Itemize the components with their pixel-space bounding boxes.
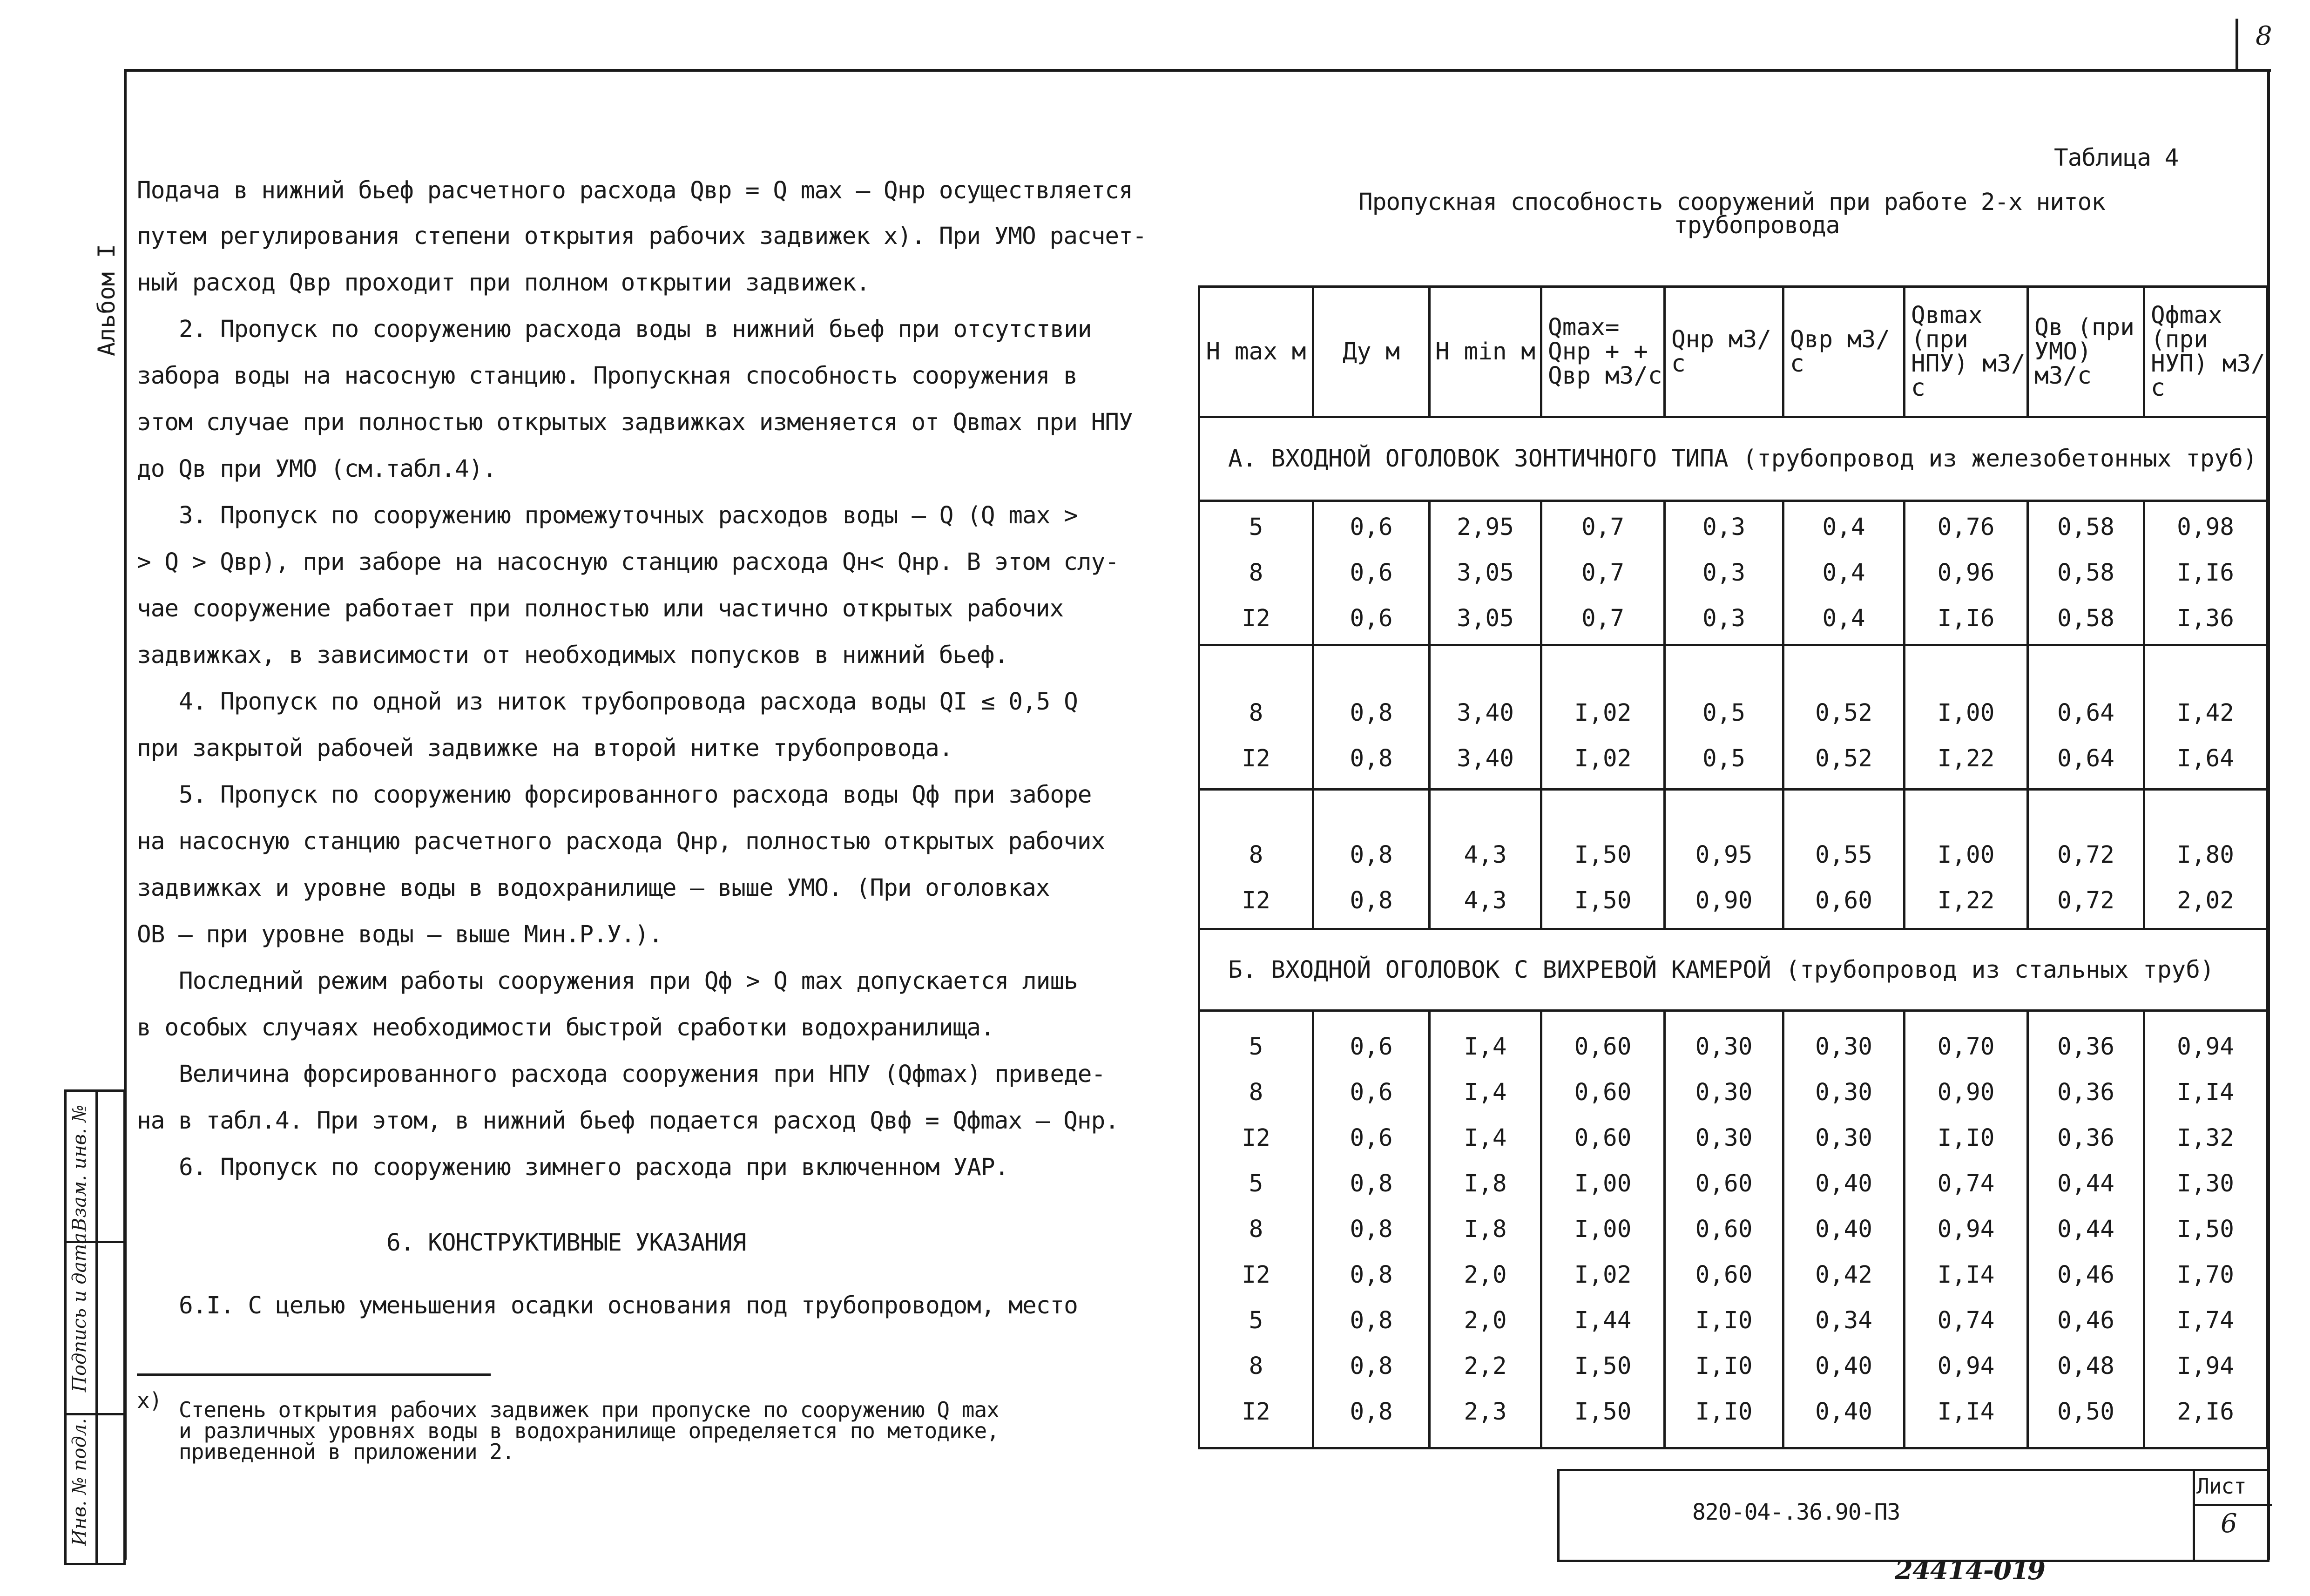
table-cell-value: 0,30: [1815, 1124, 1872, 1152]
title-block: [1557, 1469, 2269, 1562]
table-cell-value: 0,90: [1695, 886, 1753, 914]
table-column-cell: [2144, 1011, 2267, 1448]
table-cell-value: 8: [1249, 1078, 1263, 1106]
table-cell-value: 0,60: [1815, 886, 1872, 914]
body-line: 2. Пропуск по сооружению расхода воды в нижний бьеф при отсутствии: [179, 316, 1092, 343]
table-cell-value: 0,72: [2057, 886, 2114, 914]
table-title: трубопровода: [1674, 212, 1840, 239]
archive-number: 24414-01: [1895, 1555, 2029, 1586]
table-cell-value: 0,58: [2057, 604, 2114, 632]
table-cell-value: I,02: [1574, 699, 1632, 727]
body-line: 6. Пропуск по сооружению зимнего расхода при включенном УАР.: [179, 1154, 1009, 1181]
table-cell-value: 0,4: [1822, 513, 1865, 541]
table-cell-value: 0,58: [2057, 559, 2114, 587]
table-column-cell: [1541, 1011, 1665, 1448]
table-cell-value: 5: [1249, 1170, 1263, 1197]
table-cell-value: 0,48: [2057, 1352, 2114, 1380]
table-column-cell: [1430, 501, 1541, 645]
group-a1: [1199, 501, 2267, 645]
table-cell-value: 3,05: [1457, 604, 1514, 632]
table-cell-value: I,64: [2177, 744, 2234, 772]
section-a-title: А. ВХОДНОЙ ОГОЛОВОК ЗОНТИЧНОГО ТИПА (трубопровод из железобетонных труб): [1199, 417, 2267, 501]
table-cell-value: 0,34: [1815, 1306, 1872, 1334]
table-cell-value: 0,6: [1350, 1078, 1393, 1106]
table-cell-value: 0,8: [1350, 1352, 1393, 1380]
body-line: 3. Пропуск по сооружению промежуточных расходов воды – Q (Q max >: [179, 502, 1078, 529]
footnote-line: Степень открытия рабочих задвижек при пропуске по сооружению Q max: [179, 1397, 999, 1422]
table-cell-value: 8: [1249, 559, 1263, 587]
table-cell-value: 5: [1249, 1306, 1263, 1334]
body-line: в особых случаях необходимости быстрой сработки водохранилища.: [137, 1014, 994, 1041]
table-cell-value: I,I4: [1937, 1261, 1995, 1289]
column-header: Qфmax (при НУП) м3/с: [2144, 287, 2267, 417]
column-header: Qнр м3/с: [1665, 287, 1783, 417]
table-column-cell: [1430, 645, 1541, 790]
body-line: Подача в нижний бьеф расчетного расхода Qвр = Q max – Qнр осуществляется: [137, 177, 1133, 204]
table-cell-value: I,8: [1464, 1170, 1507, 1197]
table-cell-value: 0,44: [2057, 1215, 2114, 1243]
table-cell-value: 0,8: [1350, 1215, 1393, 1243]
table-cell-value: 3,40: [1457, 699, 1514, 727]
table-column-cell: [1905, 501, 2028, 645]
body-line: 6.I. С целью уменьшения осадки основания под трубопроводом, место: [179, 1292, 1078, 1319]
table-cell-value: 3,40: [1457, 744, 1514, 772]
table-cell-value: 0,74: [1937, 1306, 1995, 1334]
body-line: на в табл.4. При этом, в нижний бьеф подается расход Qвф = Qфmax – Qнр.: [137, 1107, 1119, 1135]
table-cell-value: 0,74: [1937, 1170, 1995, 1197]
table-column-cell: [1313, 501, 1430, 645]
table-cell-value: 0,8: [1350, 1306, 1393, 1334]
table-column-cell: [1430, 790, 1541, 929]
table-column-cell: [1783, 645, 1905, 790]
table-column-cell: [1313, 645, 1430, 790]
table-cell-value: 0,55: [1815, 841, 1872, 869]
table-cell-value: 0,96: [1937, 559, 1995, 587]
body-line: путем регулирования степени открытия рабочих задвижек x). При УМО расчет-: [137, 223, 1147, 250]
table-cell-value: 8: [1249, 1215, 1263, 1243]
archive-page: 9: [2027, 1555, 2045, 1586]
table-cell-value: I,00: [1937, 841, 1995, 869]
table-cell-value: I2: [1242, 604, 1270, 632]
footnote-rule: [137, 1373, 491, 1376]
table-cell-value: 0,6: [1350, 1033, 1393, 1061]
group-a3: [1199, 790, 2267, 929]
table-column-cell: [1313, 790, 1430, 929]
table-cell-value: 0,30: [1815, 1078, 1872, 1106]
table-cell-value: I,94: [2177, 1352, 2234, 1380]
table-cell-value: I,I6: [1937, 604, 1995, 632]
table-cell-value: I2: [1242, 1261, 1270, 1289]
table-title: Пропускная способность сооружений при работе 2-х ниток: [1358, 189, 2106, 216]
table-cell-value: 0,90: [1937, 1078, 1995, 1106]
table-cell-value: I,30: [2177, 1170, 2234, 1197]
table-cell-value: 0,40: [1815, 1170, 1872, 1197]
body-line: при закрытой рабочей задвижке на второй нитке трубопровода.: [137, 735, 953, 762]
table-cell-value: 2,2: [1464, 1352, 1507, 1380]
table-cell-value: 0,30: [1695, 1033, 1753, 1061]
table-column-cell: [1783, 1011, 1905, 1448]
table-cell-value: I,36: [2177, 604, 2234, 632]
page-number: 8: [2256, 21, 2272, 51]
table-cell-value: 0,8: [1350, 744, 1393, 772]
table-cell-value: I,74: [2177, 1306, 2234, 1334]
table-column-cell: [1541, 790, 1665, 929]
table-cell-value: 5: [1249, 513, 1263, 541]
table-cell-value: I,I6: [2177, 559, 2234, 587]
side-stamp-label-inv: Инв. № подл.: [69, 1418, 90, 1546]
table-cell-value: I,I4: [2177, 1078, 2234, 1106]
table-caption: Таблица 4: [2054, 144, 2179, 172]
table-cell-value: 0,64: [2057, 699, 2114, 727]
table-cell-value: 4,3: [1464, 886, 1507, 914]
table-cell-value: 0,94: [1937, 1352, 1995, 1380]
table-cell-value: 2,I6: [2177, 1398, 2234, 1426]
sheet-number: 6: [2221, 1508, 2237, 1539]
table-cell-value: I,22: [1937, 744, 1995, 772]
table-column-cell: [1665, 501, 1783, 645]
footnote-mark: x): [137, 1388, 162, 1413]
table-cell-value: I,02: [1574, 1261, 1632, 1289]
table-cell-value: 0,8: [1350, 1398, 1393, 1426]
table-cell-value: I2: [1242, 886, 1270, 914]
table-cell-value: 0,98: [2177, 513, 2234, 541]
table-cell-value: 0,60: [1695, 1215, 1753, 1243]
table-cell-value: 0,46: [2057, 1261, 2114, 1289]
table-column-cell: [1665, 645, 1783, 790]
table-cell-value: 0,8: [1350, 886, 1393, 914]
table-column-cell: [1905, 1011, 2028, 1448]
table-cell-value: 0,8: [1350, 1170, 1393, 1197]
table-cell-value: 0,76: [1937, 513, 1995, 541]
table-cell-value: 0,94: [2177, 1033, 2234, 1061]
footnote-line: приведенной в приложении 2.: [179, 1439, 514, 1464]
table-cell-value: I2: [1242, 744, 1270, 772]
table-cell-value: 0,6: [1350, 604, 1393, 632]
table-cell-value: 0,30: [1695, 1124, 1753, 1152]
table-cell-value: 0,58: [2057, 513, 2114, 541]
table-column-cell: [1783, 501, 1905, 645]
table-cell-value: 0,60: [1695, 1170, 1753, 1197]
group-a2: [1199, 645, 2267, 790]
table-cell-value: 0,46: [2057, 1306, 2114, 1334]
table-column-cell: [2144, 790, 2267, 929]
table-cell-value: 0,5: [1702, 744, 1746, 772]
table-cell-value: I,50: [1574, 1398, 1632, 1426]
table-cell-value: I,50: [1574, 1352, 1632, 1380]
table-cell-value: 0,6: [1350, 559, 1393, 587]
table-cell-value: 3,05: [1457, 559, 1514, 587]
table-header-row: [1199, 287, 2267, 417]
table-cell-value: 0,7: [1581, 559, 1625, 587]
column-header: Qвр м3/с: [1783, 287, 1905, 417]
table-cell-value: I,00: [1937, 699, 1995, 727]
table-cell-value: 8: [1249, 1352, 1263, 1380]
table-cell-value: 0,52: [1815, 744, 1872, 772]
table-cell-value: 2,0: [1464, 1261, 1507, 1289]
table-column-cell: [1905, 645, 2028, 790]
doc-code: 820-04-.36.90-ПЗ: [1692, 1499, 1900, 1525]
body-line: чае сооружение работает при полностью или частично открытых рабочих: [137, 595, 1064, 622]
column-header: H min м: [1430, 287, 1541, 417]
group-b: [1199, 1011, 2267, 1448]
table-cell-value: 0,30: [1695, 1078, 1753, 1106]
table-cell-value: 0,8: [1350, 841, 1393, 869]
table-cell-value: 0,5: [1702, 699, 1746, 727]
table-column-cell: [1665, 1011, 1783, 1448]
table-cell-value: 0,42: [1815, 1261, 1872, 1289]
table-cell-value: I,32: [2177, 1124, 2234, 1152]
table-cell-value: 0,30: [1815, 1033, 1872, 1061]
table-cell-value: I,42: [2177, 699, 2234, 727]
table-cell-value: 0,4: [1822, 559, 1865, 587]
body-line: Последний режим работы сооружения при Qф > Q max допускается лишь: [179, 967, 1078, 995]
body-line: до Qв при УМО (см.табл.4).: [137, 455, 497, 483]
table-column-cell: [1199, 645, 1313, 790]
table-cell-value: I,4: [1464, 1033, 1507, 1061]
table-cell-value: I,4: [1464, 1078, 1507, 1106]
table-cell-value: 0,8: [1350, 699, 1393, 727]
table-cell-value: I,44: [1574, 1306, 1632, 1334]
table-column-cell: [1430, 1011, 1541, 1448]
table-cell-value: I,80: [2177, 841, 2234, 869]
table-cell-value: 0,40: [1815, 1352, 1872, 1380]
column-header: Qmax= Qнр + + Qвр м3/с: [1541, 287, 1665, 417]
table-cell-value: I,I0: [1695, 1306, 1753, 1334]
table-cell-value: I,00: [1574, 1170, 1632, 1197]
body-line: забора воды на насосную станцию. Пропускная способность сооружения в: [137, 362, 1077, 390]
table-cell-value: I2: [1242, 1398, 1270, 1426]
table-cell-value: 0,3: [1702, 559, 1746, 587]
footnote-line: и различных уровнях воды в водохранилище определяется по методике,: [179, 1418, 999, 1443]
table-cell-value: I,8: [1464, 1215, 1507, 1243]
table-column-cell: [2028, 790, 2144, 929]
table-cell-value: 5: [1249, 1033, 1263, 1061]
table-cell-value: 8: [1249, 699, 1263, 727]
table-cell-value: 0,7: [1581, 513, 1625, 541]
body-line: этом случае при полностью открытых задвижках изменяется от Qвmax при НПУ: [137, 409, 1133, 436]
album-label: Альбом I: [93, 244, 120, 356]
table-cell-value: 0,60: [1695, 1261, 1753, 1289]
table-column-cell: [2028, 645, 2144, 790]
table-cell-value: I,I0: [1695, 1352, 1753, 1380]
table-cell-value: I2: [1242, 1124, 1270, 1152]
column-header: H max м: [1199, 287, 1313, 417]
table-cell-value: I,4: [1464, 1124, 1507, 1152]
table-cell-value: 0,94: [1937, 1215, 1995, 1243]
table-column-cell: [1199, 790, 1313, 929]
table-column-cell: [1199, 1011, 1313, 1448]
table-column-cell: [2028, 501, 2144, 645]
table-cell-value: 0,36: [2057, 1078, 2114, 1106]
side-stamp-label-sign: Подпись и дата: [69, 1232, 90, 1392]
table-cell-value: I,70: [2177, 1261, 2234, 1289]
table-cell-value: 0,6: [1350, 513, 1393, 541]
column-header: Ду м: [1313, 287, 1430, 417]
body-line: задвижках и уровне воды в водохранилище – выше УМО. (При оголовках: [137, 874, 1050, 902]
table-cell-value: I,50: [1574, 886, 1632, 914]
table-cell-value: 0,7: [1581, 604, 1625, 632]
capacity-table: [1198, 285, 2268, 1449]
table-cell-value: 0,3: [1702, 604, 1746, 632]
table-cell-value: 0,70: [1937, 1033, 1995, 1061]
table-cell-value: I,50: [2177, 1215, 2234, 1243]
body-line: ОВ – при уровне воды – выше Мин.Р.У.).: [137, 921, 662, 948]
table-cell-value: 0,36: [2057, 1033, 2114, 1061]
table-cell-value: 0,40: [1815, 1398, 1872, 1426]
table-cell-value: 0,44: [2057, 1170, 2114, 1197]
table-column-cell: [1783, 790, 1905, 929]
table-cell-value: 0,60: [1574, 1124, 1632, 1152]
table-column-cell: [2028, 1011, 2144, 1448]
table-cell-value: 0,72: [2057, 841, 2114, 869]
table-cell-value: I,50: [1574, 841, 1632, 869]
table-cell-value: 0,60: [1574, 1033, 1632, 1061]
body-line: 5. Пропуск по сооружению форсированного расхода воды Qф при заборе: [179, 781, 1092, 809]
table-column-cell: [1313, 1011, 1430, 1448]
table-cell-value: 0,52: [1815, 699, 1872, 727]
table-cell-value: 2,0: [1464, 1306, 1507, 1334]
table-cell-value: 0,3: [1702, 513, 1746, 541]
table-cell-value: 0,60: [1574, 1078, 1632, 1106]
table-cell-value: I,I4: [1937, 1398, 1995, 1426]
frame-top-right-tick: [2236, 19, 2238, 71]
table-cell-value: 0,8: [1350, 1261, 1393, 1289]
body-line: Величина форсированного расхода сооружения при НПУ (Qфmax) приведе-: [179, 1061, 1106, 1088]
table-cell-value: 0,6: [1350, 1124, 1393, 1152]
table-column-cell: [2144, 645, 2267, 790]
table-cell-value: I,I0: [1937, 1124, 1995, 1152]
frame-top: [124, 69, 2271, 72]
table-cell-value: 2,3: [1464, 1398, 1507, 1426]
table-cell-value: I,00: [1574, 1215, 1632, 1243]
table-cell-value: I,02: [1574, 744, 1632, 772]
table-column-cell: [1541, 645, 1665, 790]
body-line: > Q > Qвр), при заборе на насосную станцию расхода Qн< Qнр. В этом слу-: [137, 548, 1119, 576]
table-cell-value: I,I0: [1695, 1398, 1753, 1426]
table-cell-value: 2,02: [2177, 886, 2234, 914]
body-line: 4. Пропуск по одной из ниток трубопровода расхода воды QI ≤ 0,5 Q: [179, 688, 1078, 716]
section-b-title: Б. ВХОДНОЙ ОГОЛОВОК С ВИХРЕВОЙ КАМЕРОЙ (трубопровод из стальных труб): [1199, 929, 2267, 1011]
table-cell-value: 0,64: [2057, 744, 2114, 772]
table-cell-value: 0,50: [2057, 1398, 2114, 1426]
table-column-cell: [1199, 501, 1313, 645]
table-cell-value: 0,40: [1815, 1215, 1872, 1243]
table-cell-value: I,22: [1937, 886, 1995, 914]
table-cell-value: 0,36: [2057, 1124, 2114, 1152]
table-column-cell: [2144, 501, 2267, 645]
section-heading: 6. КОНСТРУКТИВНЫЕ УКАЗАНИЯ: [386, 1229, 746, 1257]
table-column-cell: [1905, 790, 2028, 929]
table-cell-value: 0,95: [1695, 841, 1753, 869]
side-stamp-label-replace: Взам. инв. №: [69, 1104, 90, 1231]
body-line: ный расход Qвр проходит при полном открытии задвижек.: [137, 269, 870, 297]
column-header: Qв (при УМО) м3/с: [2028, 287, 2144, 417]
body-line: на насосную станцию расчетного расхода Qнр, полностью открытых рабочих: [137, 828, 1105, 855]
table-cell-value: 8: [1249, 841, 1263, 869]
column-header: Qвmax (при НПУ) м3/с: [1905, 287, 2028, 417]
table-cell-value: 0,4: [1822, 604, 1865, 632]
table-column-cell: [1665, 790, 1783, 929]
table-cell-value: 2,95: [1457, 513, 1514, 541]
body-line: задвижках, в зависимости от необходимых попусков в нижний бьеф.: [137, 642, 1008, 669]
table-cell-value: 4,3: [1464, 841, 1507, 869]
table-column-cell: [1541, 501, 1665, 645]
sheet-label: Лист: [2196, 1474, 2246, 1499]
